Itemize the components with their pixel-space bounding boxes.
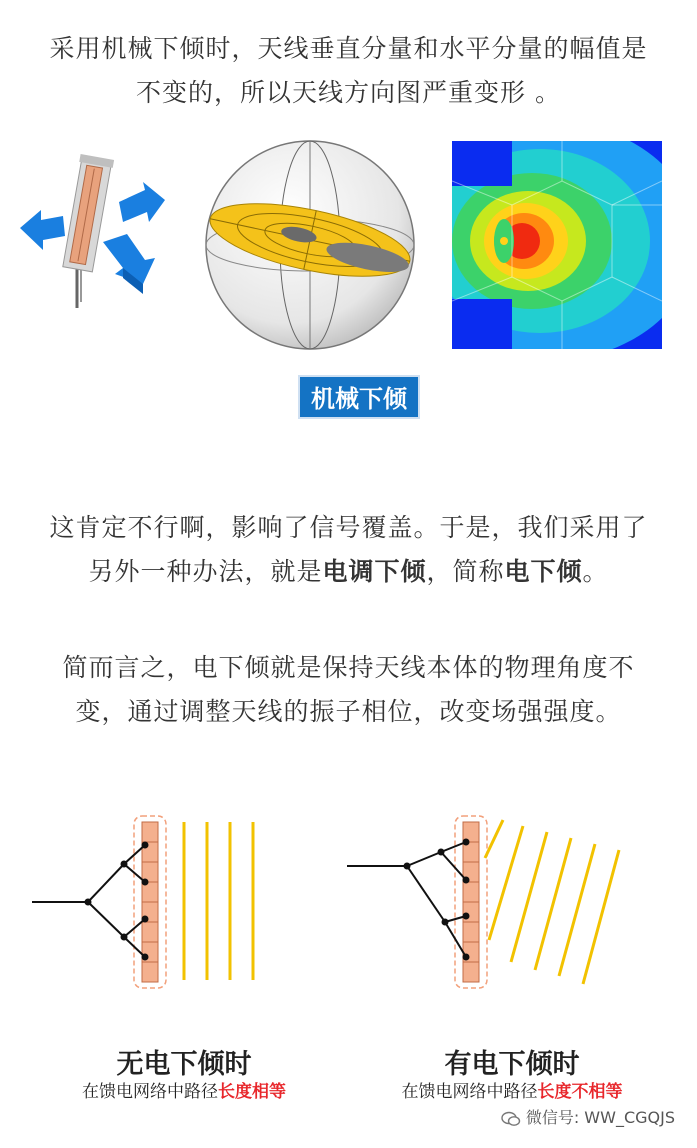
para2-text-e: 。: [582, 557, 609, 586]
para2-text-c: ，简称: [426, 557, 505, 586]
tilt-caption-highlight: 长度不相等: [537, 1082, 623, 1102]
field-strength-heatmap: [452, 141, 662, 349]
para3-line-2: 变，通过调整天线的振子相位，改变场强强度。: [75, 697, 622, 726]
no-tilt-caption-highlight: 长度相等: [218, 1082, 286, 1102]
para2-text-a: 另外一种办法，就是: [88, 557, 323, 586]
para2-bold-short-name: 电下倾: [504, 557, 583, 586]
tilt-feed-network-diagram: [345, 812, 635, 997]
para2-line-1: 这肯定不行啊，影响了信号覆盖。于是，我们采用了: [49, 513, 648, 542]
no-tilt-caption-title: 无电下倾时: [116, 1049, 252, 1080]
tilt-caption-text: 在馈电网络中路径: [401, 1082, 538, 1102]
para2-line-2: [0, 550, 697, 594]
para-electrical-tilt-summary: [0, 646, 697, 734]
tilt-caption-subtitle: [362, 1077, 662, 1102]
no-tilt-caption-text: 在馈电网络中路径: [82, 1082, 218, 1102]
watermark-text: 微信号: WW_CGQJS: [525, 1108, 675, 1127]
tilted-radiation-pattern-sphere: [200, 135, 420, 355]
para-electrical-tilt-intro: [0, 506, 697, 594]
mechanical-tilt-antenna-figure: [15, 150, 175, 320]
wechat-watermark: [501, 1105, 675, 1128]
mechanical-tilt-badge: 机械下倾: [298, 375, 420, 419]
intro-paragraph: [0, 27, 697, 115]
wechat-icon: [501, 1111, 521, 1127]
intro-line-2: 不变的，所以天线方向图严重变形 。: [136, 78, 561, 107]
para3-line-1: 简而言之，电下倾就是保持天线本体的物理角度不: [62, 653, 635, 682]
no-tilt-feed-network-diagram: [30, 812, 280, 992]
para2-bold-electrical-tilt: 电调下倾: [322, 557, 427, 586]
tilt-caption-title: 有电下倾时: [444, 1049, 580, 1080]
no-tilt-caption-subtitle: [34, 1077, 334, 1102]
intro-line-1: 采用机械下倾时，天线垂直分量和水平分量的幅值是: [49, 34, 648, 63]
